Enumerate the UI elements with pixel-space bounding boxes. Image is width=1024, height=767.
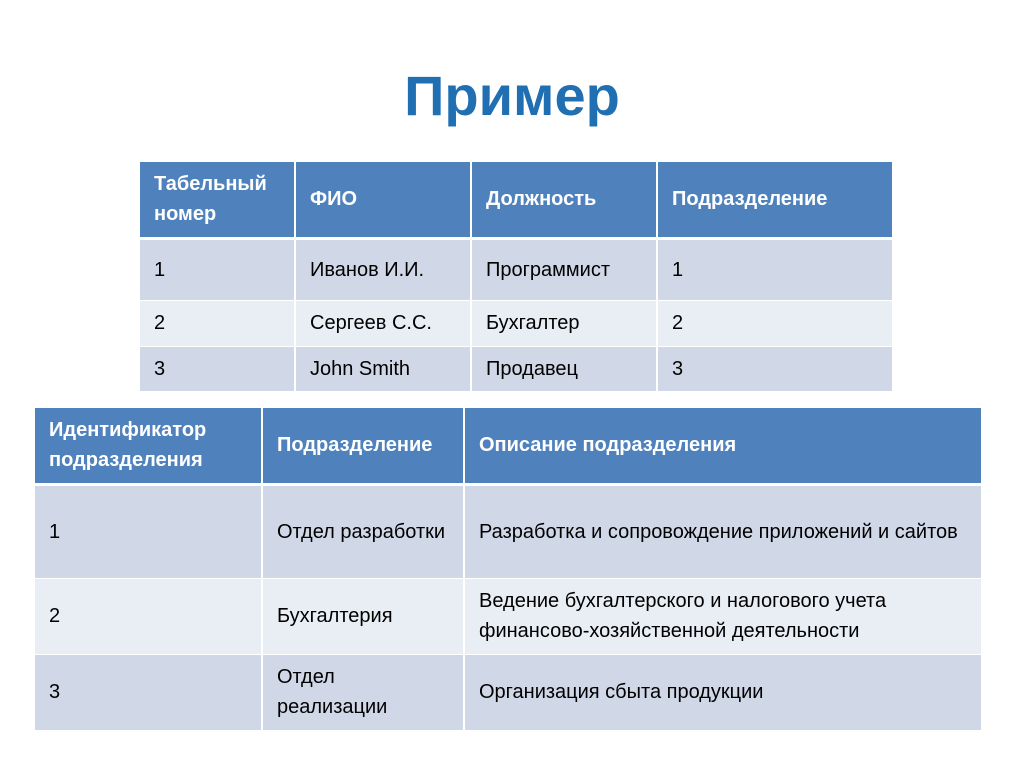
table-cell: Ведение бухгалтерского и налогового учета финансово-хозяйственной деятельности — [464, 578, 981, 654]
table-row — [140, 300, 892, 346]
table-cell: 3 — [35, 654, 262, 730]
table-cell: 1 — [657, 238, 892, 300]
departments-table — [35, 408, 981, 730]
header-cell: Идентификатор подразделения — [35, 408, 262, 484]
header-cell: Подразделение — [657, 162, 892, 238]
table-cell: Бухгалтер — [471, 300, 657, 346]
table-cell: Отдел реализации — [262, 654, 464, 730]
header-cell: Должность — [471, 162, 657, 238]
table-row — [35, 654, 981, 730]
employees-table — [140, 162, 892, 391]
table-row — [140, 238, 892, 300]
header-cell: Подразделение — [262, 408, 464, 484]
table-cell: 1 — [140, 238, 295, 300]
table-cell: Продавец — [471, 346, 657, 391]
table-cell: Отдел разработки — [262, 484, 464, 578]
header-cell: Описание подразделения — [464, 408, 981, 484]
table-cell: John Smith — [295, 346, 471, 391]
table-cell: Программист — [471, 238, 657, 300]
table-cell: 1 — [35, 484, 262, 578]
table-cell: Организация сбыта продукции — [464, 654, 981, 730]
table-cell: 2 — [35, 578, 262, 654]
table-cell: Разработка и сопровождение приложений и сайтов — [464, 484, 981, 578]
header-cell: ФИО — [295, 162, 471, 238]
table-header-row — [35, 408, 981, 484]
table-cell: 3 — [140, 346, 295, 391]
table-cell: 2 — [140, 300, 295, 346]
table-cell: Бухгалтерия — [262, 578, 464, 654]
table-cell: 3 — [657, 346, 892, 391]
table-row — [35, 578, 981, 654]
table-cell: Иванов И.И. — [295, 238, 471, 300]
table-row — [140, 346, 892, 391]
header-cell: Табельный номер — [140, 162, 295, 238]
table-header-row — [140, 162, 892, 238]
table-cell: Сергеев С.С. — [295, 300, 471, 346]
slide-title: Пример — [404, 64, 620, 127]
table-cell: 2 — [657, 300, 892, 346]
table-row — [35, 484, 981, 578]
